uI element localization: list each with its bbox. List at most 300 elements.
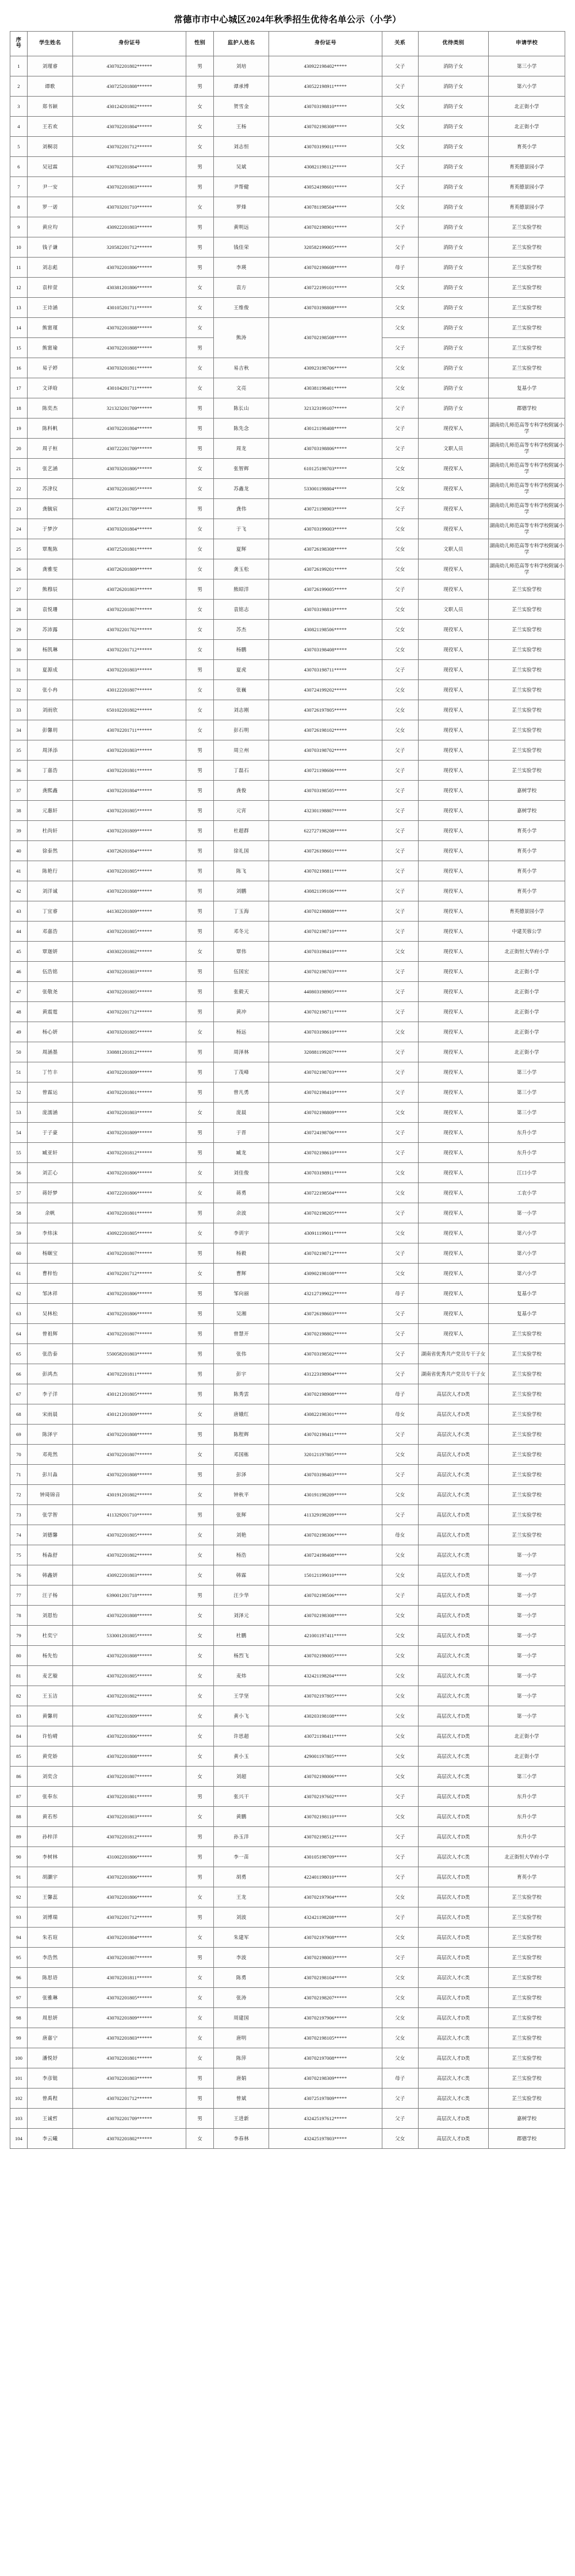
cell-sex: 男 (186, 2068, 213, 2089)
cell-idx: 14 (10, 318, 28, 338)
cell-gid: 430702198808***** (269, 901, 382, 922)
cell-cat: 现役军人 (418, 1062, 489, 1082)
table-row (10, 1163, 565, 1183)
cell-sname: 徐泰然 (27, 841, 72, 861)
cell-school: 第一小学 (489, 1646, 565, 1666)
cell-gname: 邹向丽 (214, 1284, 269, 1304)
cell-gname: 曾凡勇 (214, 1082, 269, 1103)
cell-sex: 男 (186, 579, 213, 600)
cell-sex: 女 (186, 2008, 213, 2028)
cell-cat: 高层次人才D类 (418, 1867, 489, 1887)
cell-school: 芷兰实验学校 (489, 1968, 565, 1988)
cell-gname: 曾斌 (214, 2089, 269, 2109)
cell-sex: 男 (186, 1585, 213, 1606)
table-row (10, 2008, 565, 2028)
table-row (10, 821, 565, 841)
cell-idx: 18 (10, 398, 28, 419)
cell-sex: 男 (186, 1787, 213, 1807)
cell-gid: 430702198411***** (269, 1425, 382, 1445)
cell-gname: 陈先念 (214, 419, 269, 439)
cell-cat: 高层次人才D类 (418, 2008, 489, 2028)
cell-cat: 文职人员 (418, 439, 489, 459)
table-row (10, 258, 565, 278)
cell-cat: 现役军人 (418, 1284, 489, 1304)
cell-school: 芷兰实验学校 (489, 338, 565, 358)
cell-gname: 袁铭志 (214, 600, 269, 620)
cell-sid: 430702201807****** (73, 1948, 186, 1968)
cell-sname: 丁竹丰 (27, 1062, 72, 1082)
cell-cat: 高层次人才D类 (418, 1384, 489, 1404)
cell-sname: 罗一诺 (27, 197, 72, 217)
cell-sex: 男 (186, 1123, 213, 1143)
table-row (10, 398, 565, 419)
cell-gid: 321323199107***** (269, 398, 382, 419)
cell-gid: 430702198105***** (269, 2028, 382, 2048)
cell-cat: 现役军人 (418, 841, 489, 861)
cell-school: 芷兰实验学校 (489, 318, 565, 338)
cell-gname: 杨鹏 (214, 640, 269, 660)
cell-rel: 母子 (382, 258, 418, 278)
cell-sid: 430702201807****** (73, 1767, 186, 1787)
cell-cat: 现役军人 (418, 801, 489, 821)
cell-rel: 父女 (382, 1968, 418, 1988)
cell-sname: 刘奕含 (27, 1767, 72, 1787)
cell-sid: 430702201802****** (73, 1686, 186, 1706)
cell-cat: 高层次人才D类 (418, 1565, 489, 1585)
cell-sid: 430726201804****** (73, 841, 186, 861)
cell-idx: 27 (10, 579, 28, 600)
cell-cat: 消防子女 (418, 378, 489, 398)
cell-gname: 曾慧开 (214, 1324, 269, 1344)
cell-sex: 男 (186, 1042, 213, 1062)
preferential-admission-table (10, 31, 565, 2149)
cell-rel: 父子 (382, 1042, 418, 1062)
cell-gname: 刘志恒 (214, 137, 269, 157)
cell-rel: 父子 (382, 901, 418, 922)
cell-school: 东升小学 (489, 1787, 565, 1807)
table-row (10, 278, 565, 298)
cell-sid: 430702201805****** (73, 1525, 186, 1545)
cell-sex: 女 (186, 1163, 213, 1183)
cell-cat: 现役军人 (418, 680, 489, 700)
table-row (10, 2129, 565, 2149)
cell-sid: 430703201805****** (73, 1022, 186, 1042)
cell-rel: 父子 (382, 1867, 418, 1887)
cell-school: 芷兰实验学校 (489, 720, 565, 740)
cell-sex: 男 (186, 2089, 213, 2109)
cell-gid: 430821198506***** (269, 620, 382, 640)
cell-gname: 蒋勇 (214, 1183, 269, 1203)
table-row (10, 539, 565, 559)
cell-idx: 55 (10, 1143, 28, 1163)
cell-cat: 高层次人才D类 (418, 1887, 489, 1907)
cell-sid: 430702201804****** (73, 1928, 186, 1948)
cell-school: 北正街小学 (489, 1726, 565, 1746)
cell-gname: 朱建军 (214, 1928, 269, 1948)
cell-sex: 女 (186, 1686, 213, 1706)
cell-sid: 430702201811****** (73, 1968, 186, 1988)
cell-sid: 430702201807****** (73, 600, 186, 620)
cell-gname: 丁茂峰 (214, 1062, 269, 1082)
cell-sname: 李云曦 (27, 2129, 72, 2149)
cell-sname: 黄若彤 (27, 1807, 72, 1827)
cell-sex: 女 (186, 318, 213, 338)
cell-sid: 430702201803****** (73, 2028, 186, 2048)
cell-gid: 430702198608***** (269, 258, 382, 278)
table-row (10, 660, 565, 680)
cell-school: 芷兰实验学校 (489, 1465, 565, 1485)
cell-sex: 男 (186, 1304, 213, 1324)
table-row (10, 177, 565, 197)
cell-rel: 父女 (382, 358, 418, 378)
cell-gid: 430702198711***** (269, 1002, 382, 1022)
table-row (10, 137, 565, 157)
cell-cat: 文职人员 (418, 539, 489, 559)
cell-idx: 23 (10, 499, 28, 519)
cell-rel: 父子 (382, 1364, 418, 1384)
cell-sex: 男 (186, 439, 213, 459)
cell-sname: 刘芷心 (27, 1163, 72, 1183)
cell-sname: 陈艳行 (27, 861, 72, 881)
cell-rel: 父女 (382, 1545, 418, 1565)
cell-gid: 430702198809***** (269, 1103, 382, 1123)
cell-rel: 父女 (382, 1807, 418, 1827)
table-row (10, 1545, 565, 1565)
cell-sname: 易子婷 (27, 358, 72, 378)
cell-school: 芷兰实验学校 (489, 258, 565, 278)
cell-idx: 84 (10, 1726, 28, 1746)
cell-cat: 高层次人才D类 (418, 1404, 489, 1425)
cell-sid: 430726201809****** (73, 559, 186, 579)
table-row (10, 1565, 565, 1585)
table-row (10, 1606, 565, 1626)
cell-gid: 430702198506***** (269, 1585, 382, 1606)
cell-cat: 高层次人才D类 (418, 1626, 489, 1646)
cell-sex: 女 (186, 1404, 213, 1425)
cell-gname: 陈秀雲 (214, 1384, 269, 1404)
cell-rel: 父女 (382, 1606, 418, 1626)
cell-sname: 宋雨晨 (27, 1404, 72, 1425)
table-row (10, 1183, 565, 1203)
cell-gid: 430726197805***** (269, 700, 382, 720)
cell-rel: 父子 (382, 1827, 418, 1847)
cell-gid: 430702198306***** (269, 1525, 382, 1545)
table-row (10, 1585, 565, 1606)
cell-gid: 320121197805***** (269, 1445, 382, 1465)
cell-school: 芷兰实验学校 (489, 620, 565, 640)
cell-cat: 高层次人才D类 (418, 1525, 489, 1545)
cell-idx: 3 (10, 97, 28, 117)
cell-gname: 李训宇 (214, 1223, 269, 1243)
cell-sid: 430122201807****** (73, 680, 186, 700)
cell-school: 芷兰实验学校 (489, 2048, 565, 2068)
cell-rel: 母女 (382, 1525, 418, 1545)
cell-gid: 430703198408***** (269, 640, 382, 660)
cell-idx: 67 (10, 1384, 28, 1404)
cell-gname: 彭宇 (214, 1364, 269, 1384)
cell-gname: 钟秋平 (214, 1485, 269, 1505)
cell-school: 芷兰实验学校 (489, 1445, 565, 1465)
cell-idx: 2 (10, 76, 28, 97)
cell-sid: 430725201808****** (73, 76, 186, 97)
cell-sid: 430702201802****** (73, 1545, 186, 1565)
table-row (10, 1686, 565, 1706)
cell-idx: 46 (10, 962, 28, 982)
cell-sname: 黄党娇 (27, 1746, 72, 1767)
cell-gid: 610125198703***** (269, 459, 382, 479)
cell-sid: 430702201805****** (73, 801, 186, 821)
cell-sex: 女 (186, 1606, 213, 1626)
cell-gid: 430702198512***** (269, 1827, 382, 1847)
cell-sex: 男 (186, 398, 213, 419)
cell-sid: 430302201802****** (73, 942, 186, 962)
cell-school: 芷兰实验学校 (489, 640, 565, 660)
cell-sex: 女 (186, 298, 213, 318)
cell-cat: 高层次人才C类 (418, 1968, 489, 1988)
cell-school: 芷兰实验学校 (489, 1525, 565, 1545)
cell-cat: 高层次人才C类 (418, 1767, 489, 1787)
cell-gid: 430703198403***** (269, 1465, 382, 1485)
cell-gid: 430703198410***** (269, 942, 382, 962)
cell-gname: 黄小玉 (214, 1746, 269, 1767)
table-row (10, 841, 565, 861)
cell-sex: 女 (186, 519, 213, 539)
cell-sex: 女 (186, 1565, 213, 1585)
cell-cat: 高层次人才C类 (418, 1847, 489, 1867)
cell-sname: 苏津仪 (27, 479, 72, 499)
cell-sex: 女 (186, 117, 213, 137)
cell-rel: 父子 (382, 157, 418, 177)
cell-gid: 430702197805***** (269, 1686, 382, 1706)
cell-school: 东升小学 (489, 1807, 565, 1827)
cell-sname: 王若欢 (27, 117, 72, 137)
cell-sid: 430381201806****** (73, 278, 186, 298)
cell-cat: 现役军人 (418, 821, 489, 841)
cell-gid: 430703198810***** (269, 600, 382, 620)
cell-gid: 430721198903***** (269, 499, 382, 519)
cell-sname: 钟琦锦音 (27, 1485, 72, 1505)
cell-rel: 父女 (382, 640, 418, 660)
cell-cat: 消防子女 (418, 298, 489, 318)
cell-idx: 10 (10, 237, 28, 258)
cell-sname: 王玉洁 (27, 1686, 72, 1706)
cell-gid: 430703198806***** (269, 439, 382, 459)
cell-idx: 15 (10, 338, 28, 358)
cell-sid: 639001201718****** (73, 1585, 186, 1606)
cell-idx: 37 (10, 781, 28, 801)
table-row (10, 499, 565, 519)
cell-gname: 汪少华 (214, 1585, 269, 1606)
cell-gid: 430702198508***** (269, 318, 382, 358)
cell-sid: 430702201702****** (73, 620, 186, 640)
cell-sid: 430702201712****** (73, 1907, 186, 1928)
cell-school: 第一小学 (489, 1203, 565, 1223)
cell-idx: 58 (10, 1203, 28, 1223)
cell-gname: 贺雪金 (214, 97, 269, 117)
cell-rel: 父子 (382, 962, 418, 982)
cell-school: 育英小学 (489, 1867, 565, 1887)
cell-sex: 女 (186, 720, 213, 740)
cell-school: 北正街恒大华府小学 (489, 942, 565, 962)
table-row (10, 1324, 565, 1344)
cell-rel: 父子 (382, 439, 418, 459)
table-row (10, 1103, 565, 1123)
cell-idx: 33 (10, 700, 28, 720)
cell-school: 育英小学 (489, 841, 565, 861)
cell-rel: 父女 (382, 680, 418, 700)
cell-rel: 父子 (382, 982, 418, 1002)
cell-idx: 78 (10, 1606, 28, 1626)
cell-sid: 430702201804****** (73, 419, 186, 439)
cell-idx: 82 (10, 1686, 28, 1706)
cell-gname: 唐娥红 (214, 1404, 269, 1425)
cell-school: 北正街小学 (489, 97, 565, 117)
cell-cat: 高层次人才D类 (418, 1585, 489, 1606)
cell-school: 郡德学校 (489, 398, 565, 419)
cell-rel: 父女 (382, 378, 418, 398)
cell-sid: 430702201803****** (73, 177, 186, 197)
cell-gid: 430821199106***** (269, 881, 382, 901)
cell-sid: 430702201802****** (73, 2129, 186, 2149)
cell-sex: 男 (186, 1505, 213, 1525)
cell-sname: 曾禹程 (27, 2089, 72, 2109)
cell-sid: 430703201804****** (73, 519, 186, 539)
cell-idx: 41 (10, 861, 28, 881)
cell-sname: 熊穆辰 (27, 579, 72, 600)
cell-gname: 刘艳 (214, 1525, 269, 1545)
table-row (10, 197, 565, 217)
cell-sex: 男 (186, 1243, 213, 1264)
cell-cat: 高层次人才D类 (418, 1606, 489, 1626)
cell-school: 北正街小学 (489, 1002, 565, 1022)
cell-school: 芷兰实验学校 (489, 278, 565, 298)
cell-school: 芷兰实验学校 (489, 298, 565, 318)
cell-sid: 430702201806****** (73, 1887, 186, 1907)
cell-cat: 高层次人才C类 (418, 2028, 489, 2048)
cell-school: 芷兰实验学校 (489, 700, 565, 720)
cell-gname: 李瑛 (214, 258, 269, 278)
cell-cat: 消防子女 (418, 338, 489, 358)
cell-sid: 430702201812****** (73, 1143, 186, 1163)
table-row (10, 1505, 565, 1525)
cell-school: 嘉树学校 (489, 781, 565, 801)
cell-sex: 女 (186, 620, 213, 640)
cell-sname: 彭川淼 (27, 1465, 72, 1485)
cell-gname: 刘培 (214, 56, 269, 76)
cell-sname: 杜奕宁 (27, 1626, 72, 1646)
cell-gname: 周泽林 (214, 1042, 269, 1062)
cell-rel: 父子 (382, 1082, 418, 1103)
table-row (10, 1907, 565, 1928)
cell-sid: 430702201811****** (73, 1364, 186, 1384)
cell-rel: 父子 (382, 660, 418, 680)
cell-gname: 龚俊 (214, 781, 269, 801)
cell-sex: 男 (186, 982, 213, 1002)
cell-gid: 432421198204***** (269, 1666, 382, 1686)
cell-sex: 女 (186, 1183, 213, 1203)
cell-rel: 父子 (382, 1143, 418, 1163)
cell-sid: 430702201806****** (73, 1163, 186, 1183)
cell-idx: 22 (10, 479, 28, 499)
cell-gname: 曹辉 (214, 1264, 269, 1284)
cell-idx: 19 (10, 419, 28, 439)
cell-sname: 余帆 (27, 1203, 72, 1223)
column-header-student-name: 学生姓名 (27, 32, 72, 56)
cell-sid: 650102201802****** (73, 700, 186, 720)
cell-sex: 男 (186, 660, 213, 680)
cell-cat: 现役军人 (418, 740, 489, 761)
cell-sex: 女 (186, 640, 213, 660)
cell-rel: 父子 (382, 821, 418, 841)
cell-gname: 于飞 (214, 519, 269, 539)
cell-school: 第六小学 (489, 1264, 565, 1284)
cell-rel: 父子 (382, 841, 418, 861)
cell-gid: 430703198808***** (269, 298, 382, 318)
cell-school: 北正街小学 (489, 982, 565, 1002)
cell-school: 湖南幼儿师范高等专科学校附属小学 (489, 499, 565, 519)
cell-gname: 周立州 (214, 740, 269, 761)
cell-gid: 430724198408***** (269, 1545, 382, 1565)
cell-sname: 袁梓萱 (27, 278, 72, 298)
cell-school: 芷兰实验学校 (489, 2008, 565, 2028)
cell-gid: 320881199207***** (269, 1042, 382, 1062)
cell-sname: 吴冠霖 (27, 157, 72, 177)
cell-rel: 父子 (382, 398, 418, 419)
cell-school: 芷兰实验学校 (489, 1505, 565, 1525)
table-row (10, 378, 565, 398)
cell-sname: 胡灏宇 (27, 1867, 72, 1887)
cell-gid: 430724199202***** (269, 680, 382, 700)
cell-school: 育英小学 (489, 881, 565, 901)
cell-sex: 男 (186, 258, 213, 278)
cell-school: 芷兰实验学校 (489, 1907, 565, 1928)
table-row (10, 439, 565, 459)
cell-gid: 430702198308***** (269, 1606, 382, 1626)
cell-cat: 现役军人 (418, 720, 489, 740)
cell-idx: 12 (10, 278, 28, 298)
cell-rel: 父女 (382, 1746, 418, 1767)
cell-idx: 31 (10, 660, 28, 680)
cell-gid: 422401198010***** (269, 1867, 382, 1887)
column-header-school: 申请学校 (489, 32, 565, 56)
cell-idx: 44 (10, 922, 28, 942)
cell-gname: 杨浩 (214, 1545, 269, 1565)
cell-sid: 430702201803****** (73, 2068, 186, 2089)
cell-gname: 陈勇 (214, 1968, 269, 1988)
cell-sex: 女 (186, 1223, 213, 1243)
cell-school: 江口小学 (489, 1163, 565, 1183)
cell-rel: 父子 (382, 861, 418, 881)
cell-sid: 430702201803****** (73, 1103, 186, 1123)
cell-sid: 550058201803****** (73, 1344, 186, 1364)
cell-sid: 430702201801****** (73, 1787, 186, 1807)
cell-rel: 父子 (382, 1203, 418, 1223)
cell-sid: 430922201803****** (73, 1565, 186, 1585)
cell-school: 工农小学 (489, 1183, 565, 1203)
cell-gid: 430703199003***** (269, 519, 382, 539)
cell-gname: 余波 (214, 1203, 269, 1223)
cell-gname: 臧龙 (214, 1143, 269, 1163)
cell-gid: 430923198706***** (269, 358, 382, 378)
cell-sex: 男 (186, 1364, 213, 1384)
cell-sex: 男 (186, 217, 213, 237)
cell-gname: 吴斌 (214, 157, 269, 177)
cell-cat: 现役军人 (418, 1183, 489, 1203)
cell-gid: 430702198006***** (269, 1767, 382, 1787)
cell-gid: 430121198408***** (269, 419, 382, 439)
cell-sname: 王诚哲 (27, 2109, 72, 2129)
cell-school: 复基小学 (489, 1304, 565, 1324)
